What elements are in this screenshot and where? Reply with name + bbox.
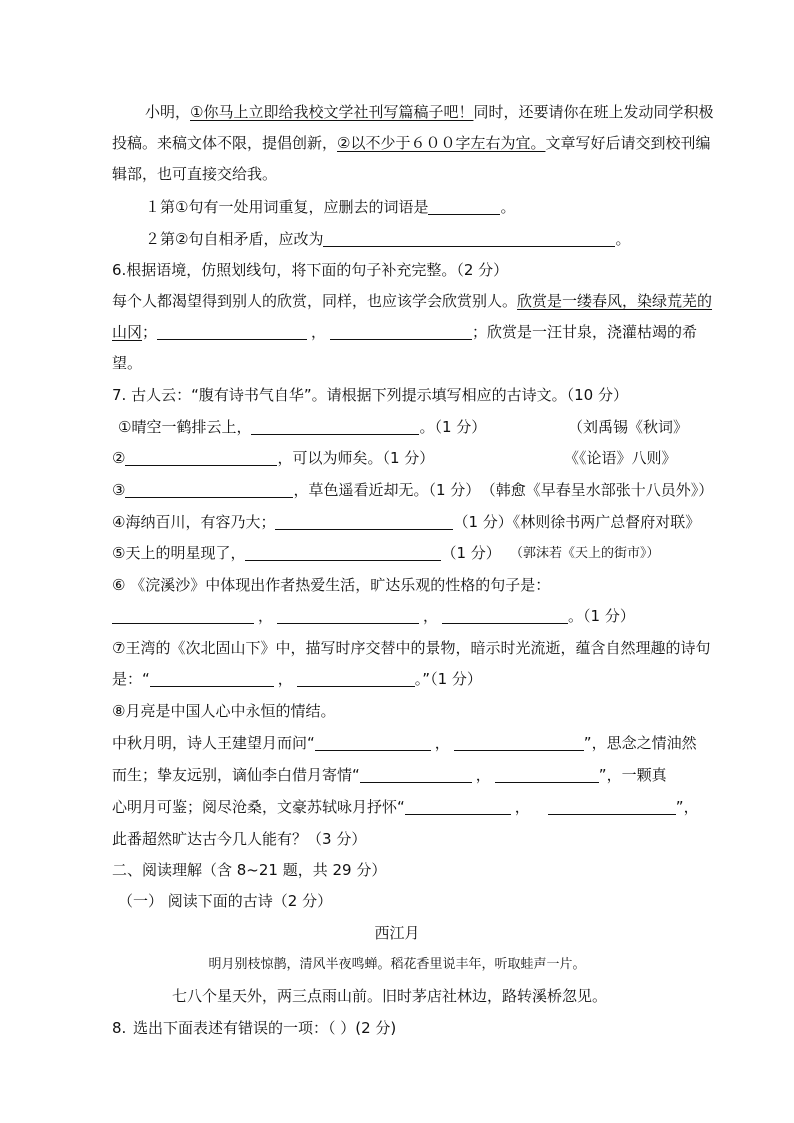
text: ， bbox=[434, 734, 450, 752]
source-note: （韩愈《早春呈水部张十八员外》） bbox=[488, 481, 714, 499]
q7-item-5 bbox=[112, 543, 501, 563]
text: ①晴空一鹤排云上， bbox=[118, 418, 252, 436]
para-line bbox=[145, 102, 713, 122]
answer-blank[interactable] bbox=[454, 735, 584, 751]
para-line bbox=[112, 133, 710, 153]
text: ， bbox=[514, 798, 530, 816]
underlined-sentence: 山冈 bbox=[112, 323, 143, 341]
text: ；欣赏是一汪甘泉，浇灌枯竭的希 bbox=[472, 323, 698, 341]
answer-blank[interactable] bbox=[315, 735, 431, 751]
answer-blank[interactable] bbox=[428, 199, 500, 215]
q7-item-7: ⑦王湾的《次北固山下》中，描写时序交替中的景物，暗示时光流逝，蕴含自然理趣的诗句 bbox=[112, 639, 711, 657]
answer-blank[interactable] bbox=[548, 799, 676, 815]
answer-blank[interactable] bbox=[442, 608, 568, 624]
question-2 bbox=[145, 229, 630, 249]
answer-blank[interactable] bbox=[245, 545, 441, 561]
q7-item-8-line bbox=[112, 733, 697, 753]
answer-blank[interactable] bbox=[125, 450, 277, 466]
text: 。（1 分） bbox=[419, 418, 487, 436]
text: ，草色遥看近却无。（1 分） bbox=[293, 481, 481, 499]
q7-item-8-line bbox=[112, 797, 699, 817]
text: ， bbox=[311, 323, 327, 341]
answer-blank[interactable] bbox=[277, 608, 419, 624]
q7-title: 7. 古人云：“腹有诗书气自华”。请根据下列提示填写相应的古诗文。（10 分） bbox=[112, 386, 628, 404]
answer-blank[interactable] bbox=[251, 419, 419, 435]
q7-item-3 bbox=[112, 480, 713, 500]
text: 文章写好后请交到校刊编 bbox=[545, 134, 711, 152]
text: ， bbox=[277, 670, 293, 688]
answer-blank[interactable] bbox=[112, 608, 254, 624]
para-line: 望。 bbox=[112, 354, 143, 372]
answer-blank[interactable] bbox=[297, 671, 415, 687]
text: 。（1 分） bbox=[568, 607, 635, 625]
para-line bbox=[112, 291, 712, 311]
answer-blank[interactable] bbox=[157, 324, 307, 340]
text: 每个人都渴望得到别人的欣赏，同样，也应该学会欣赏别人。 bbox=[112, 292, 518, 310]
text: （1 分）《林则徐书两广总督府对联》 bbox=[453, 513, 701, 531]
text: 而生；挚友远别，谪仙李白借月寄情“ bbox=[112, 766, 360, 784]
question-text: １第①句有一处用词重复，应删去的词语是 bbox=[145, 198, 429, 216]
source-note: （刘禹锡《秋词》 bbox=[568, 418, 689, 436]
para-line bbox=[112, 322, 697, 342]
question-8: 选出下面表述有错误的一项：（ ）(2 分) bbox=[133, 1019, 397, 1037]
answer-blank[interactable] bbox=[330, 324, 472, 340]
source-note: （郭沫若《天上的街市》） bbox=[510, 546, 660, 561]
q7-item-6: ⑥ 《浣溪沙》中体现出作者热爱生活，旷达乐观的性格的句子是： bbox=[112, 576, 551, 594]
poem-title: 西江月 bbox=[374, 924, 420, 942]
underlined-sentence-2: ②以不少于６００字左右为宜。 bbox=[337, 134, 546, 152]
text: ； bbox=[142, 323, 158, 341]
section-title: 二、阅读理解（含 8~21 题，共 29 分） bbox=[112, 861, 387, 879]
text: 。”（1 分） bbox=[414, 670, 482, 688]
text: ， bbox=[475, 766, 491, 784]
subsection-title: （一） 阅读下面的古诗（2 分） bbox=[118, 892, 333, 910]
text: ⑤天上的明星现了， bbox=[112, 544, 246, 562]
q6-title: 6.根据语境，仿照划线句，将下面的句子补充完整。（2 分） bbox=[112, 261, 509, 279]
para-line: 辑部，也可直接交给我。 bbox=[112, 165, 278, 183]
q7-item-2 bbox=[112, 448, 434, 468]
answer-blank[interactable] bbox=[150, 671, 274, 687]
answer-blank[interactable] bbox=[125, 482, 293, 498]
underlined-sentence-1: ①你马上立即给我校文学社刊写篇稿子吧！ bbox=[190, 103, 474, 121]
q7-item-7-blanks bbox=[112, 669, 482, 689]
question-number: 8. bbox=[112, 1019, 127, 1037]
text: ”， bbox=[675, 798, 699, 816]
text: ② bbox=[112, 449, 126, 467]
text: ， bbox=[423, 607, 439, 625]
text: 小明， bbox=[145, 103, 191, 121]
q7-item-4 bbox=[112, 512, 700, 532]
text: ”，思念之情油然 bbox=[583, 734, 697, 752]
source-note: 《《论语》八则》 bbox=[564, 449, 677, 467]
text: 投稿。来稿文体不限，提倡创新， bbox=[112, 134, 338, 152]
text: 。 bbox=[615, 230, 631, 248]
text: 同时，还要请你在班上发动同学积极 bbox=[473, 103, 714, 121]
text: 心明月可鉴；阅尽沧桑，文豪苏轼咏月抒怀“ bbox=[112, 798, 405, 816]
q7-item-8-line: 此番超然旷达古今几人能有？（3 分） bbox=[112, 830, 367, 848]
question-1 bbox=[145, 197, 515, 217]
answer-blank[interactable] bbox=[495, 767, 599, 783]
text: ”，一颗真 bbox=[598, 766, 667, 784]
text: ，可以为师矣。（1 分） bbox=[277, 449, 435, 467]
answer-blank[interactable] bbox=[360, 767, 472, 783]
text: ③ bbox=[112, 481, 126, 499]
text: 。 bbox=[500, 198, 516, 216]
text: 是：“ bbox=[112, 670, 150, 688]
q7-item-8: ⑧月亮是中国人心中永恒的情结。 bbox=[112, 702, 336, 720]
text: ④海纳百川，有容乃大； bbox=[112, 513, 276, 531]
poem-line: 明月别枝惊鹊，清风半夜鸣蝉。稻花香里说丰年，听取蛙声一片。 bbox=[208, 957, 586, 972]
text: 中秋月明，诗人王建望月而问“ bbox=[112, 734, 315, 752]
answer-blank[interactable] bbox=[323, 231, 615, 247]
q7-item-8-line bbox=[112, 765, 667, 785]
underlined-sentence: 欣赏是一缕春风，染绿荒芜的 bbox=[517, 292, 713, 310]
question-text: ２第②句自相矛盾，应改为 bbox=[145, 230, 324, 248]
poem-line: 七八个星天外，两三点雨山前。旧时茅店社林边，路转溪桥忽见。 bbox=[172, 987, 608, 1005]
text: （1 分） bbox=[441, 544, 501, 562]
q7-item-1 bbox=[118, 417, 486, 437]
text: ， bbox=[258, 607, 274, 625]
answer-blank[interactable] bbox=[275, 514, 453, 530]
q7-item-6-blanks bbox=[112, 606, 635, 626]
answer-blank[interactable] bbox=[405, 799, 511, 815]
